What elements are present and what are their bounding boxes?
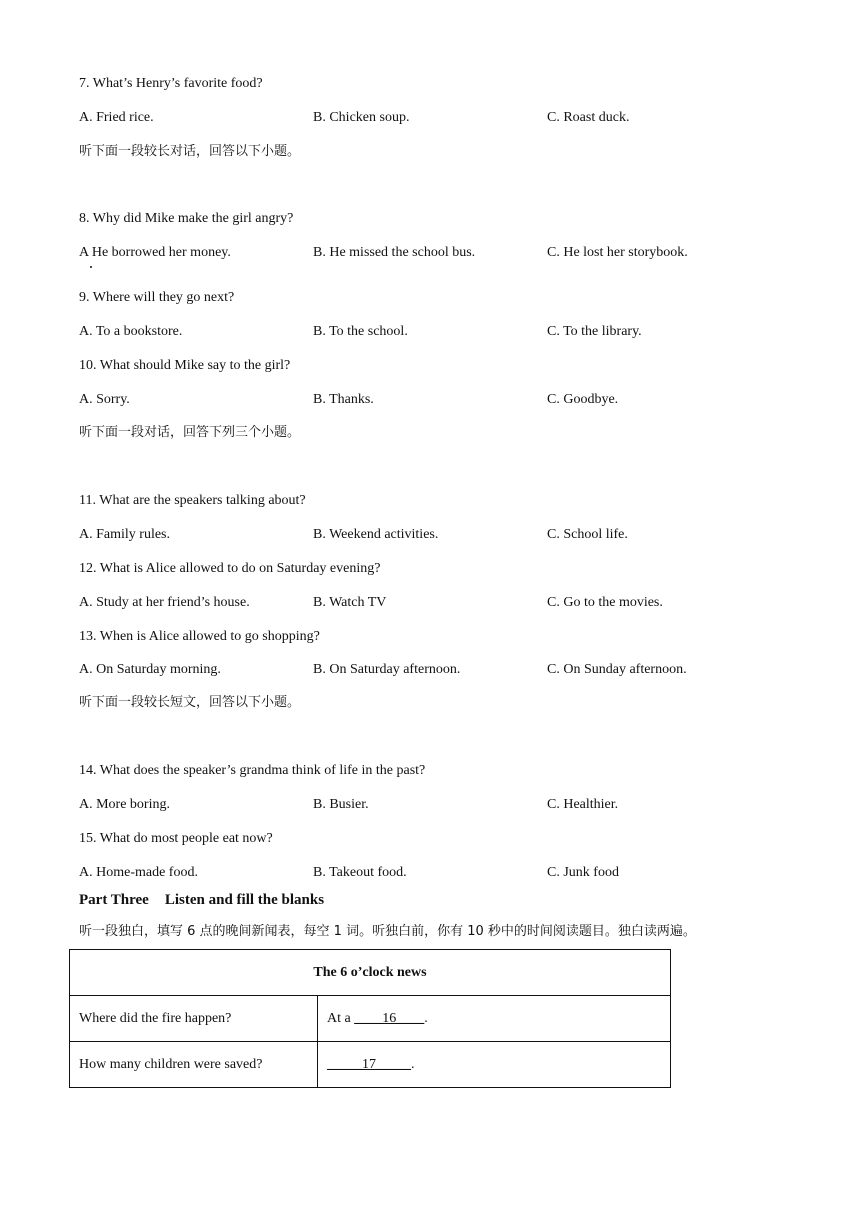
question-13-option-a: A. On Saturday morning. xyxy=(79,662,221,677)
instruction-dialogue: 听下面一段对话，回答下列三个小题。 xyxy=(79,425,301,440)
question-8-option-c: C. He lost her storybook. xyxy=(547,245,688,260)
question-9-option-a: A. To a bookstore. xyxy=(79,324,183,339)
question-15-option-b: B. Takeout food. xyxy=(313,865,407,880)
answer-prefix: At a xyxy=(327,1010,355,1026)
news-table-header-row xyxy=(70,950,671,996)
question-10-stem: 10. What should Mike say to the girl? xyxy=(79,358,291,373)
question-10-option-b: B. Thanks. xyxy=(313,392,374,407)
question-14-option-c: C. Healthier. xyxy=(547,797,619,812)
question-10-option-a: A. Sorry. xyxy=(79,392,130,407)
question-14-option-a: A. More boring. xyxy=(79,797,170,812)
question-8-stem: 8. Why did Mike make the girl angry? xyxy=(79,211,294,226)
blank-17: _____17_____ xyxy=(327,1056,411,1072)
answer-suffix: . xyxy=(424,1010,428,1026)
news-table xyxy=(69,949,671,1088)
question-9-option-c: C. To the library. xyxy=(547,324,642,339)
question-14-option-b: B. Busier. xyxy=(313,797,369,812)
question-11-option-a: A. Family rules. xyxy=(79,527,170,542)
table-row xyxy=(70,996,671,1042)
question-9-option-b: B. To the school. xyxy=(313,324,408,339)
instruction-long-dialogue: 听下面一段较长对话，回答以下小题。 xyxy=(79,144,301,159)
question-7-option-a: A. Fried rice. xyxy=(79,110,154,125)
question-11-option-c: C. School life. xyxy=(547,527,628,542)
question-12-option-c: C. Go to the movies. xyxy=(547,595,663,610)
question-8-option-a: A He borrowed her money. xyxy=(79,245,231,260)
question-13-option-b: B. On Saturday afternoon. xyxy=(313,662,461,677)
question-7-option-b: B. Chicken soup. xyxy=(313,110,410,125)
question-7-option-c: C. Roast duck. xyxy=(547,110,630,125)
question-13-option-c: C. On Sunday afternoon. xyxy=(547,662,687,677)
question-12-option-b: B. Watch TV xyxy=(313,595,387,610)
part-three-heading xyxy=(79,892,324,909)
question-11-option-b: B. Weekend activities. xyxy=(313,527,439,542)
part-three-instruction: 听一段独白，填写 6 点的晚间新闻表，每空 1 词。听独白前，你有 10 秒中的时间阅读题目。独白读两遍。 xyxy=(79,924,696,939)
question-15-option-a: A. Home-made food. xyxy=(79,865,198,880)
question-12-option-a: A. Study at her friend’s house. xyxy=(79,595,250,610)
question-10-option-c: C. Goodbye. xyxy=(547,392,619,407)
instruction-long-passage: 听下面一段较长短文，回答以下小题。 xyxy=(79,695,301,710)
news-table-heading: The 6 o’clock news xyxy=(70,950,671,996)
part-three-title: Listen and fill the blanks xyxy=(164,892,325,908)
question-7-stem: 7. What’s Henry’s favorite food? xyxy=(79,76,263,91)
news-table-question-16: Where did the fire happen? xyxy=(70,996,318,1042)
news-table-answer-16 xyxy=(318,996,671,1042)
question-15-option-c: C. Junk food xyxy=(547,865,619,880)
question-15-stem: 15. What do most people eat now? xyxy=(79,831,273,846)
answer-suffix: . xyxy=(411,1056,415,1072)
part-three-label: Part Three xyxy=(79,892,149,908)
question-11-stem: 11. What are the speakers talking about? xyxy=(79,493,306,508)
question-9-stem: 9. Where will they go next? xyxy=(79,290,235,305)
stray-dot-mark xyxy=(90,266,92,268)
blank-16: ____16____ xyxy=(354,1010,425,1026)
news-table-answer-17 xyxy=(318,1042,671,1088)
table-row xyxy=(70,1042,671,1088)
question-13-stem: 13. When is Alice allowed to go shopping? xyxy=(79,629,320,644)
question-8-option-b: B. He missed the school bus. xyxy=(313,245,476,260)
question-14-stem: 14. What does the speaker’s grandma think of life in the past? xyxy=(79,763,426,778)
question-12-stem: 12. What is Alice allowed to do on Saturday evening? xyxy=(79,561,381,576)
news-table-question-17: How many children were saved? xyxy=(70,1042,318,1088)
